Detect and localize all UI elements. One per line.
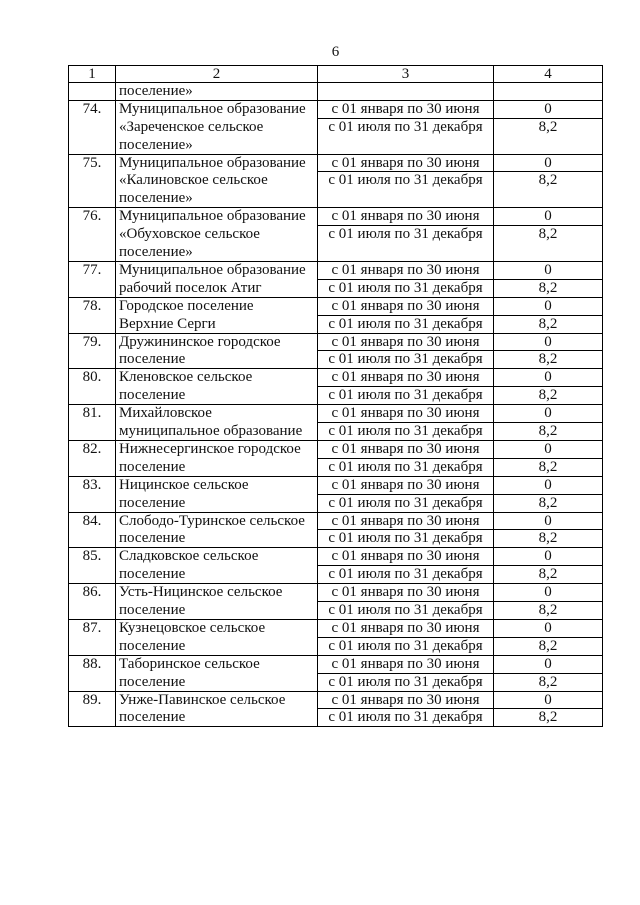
municipality-name [116, 441, 318, 476]
table-row [69, 405, 603, 441]
rate-value-first-half: 0 [494, 513, 602, 531]
rate-value-cell [494, 692, 603, 727]
period-cell [318, 101, 494, 154]
municipality-name [116, 369, 318, 404]
row-number: 80. [69, 369, 116, 404]
municipality-name-line: Сладковское сельское [119, 548, 259, 565]
period-second-half: с 01 июля по 31 декабря [328, 602, 483, 619]
municipality-name [116, 513, 318, 548]
rate-value-first-half: 0 [494, 656, 602, 674]
municipality-name-line: поселение [119, 530, 186, 547]
row-number: 76. [69, 208, 116, 261]
rate-value-cell [494, 584, 603, 619]
municipality-name [116, 692, 318, 727]
table-row [69, 155, 603, 209]
period-first-half: с 01 января по 30 июня [318, 262, 493, 280]
table-row [69, 208, 603, 262]
period-second-half: с 01 июля по 31 декабря [328, 494, 483, 511]
period-first-half: с 01 января по 30 июня [318, 208, 493, 226]
municipality-name-line: Дружининское городское [119, 333, 281, 350]
period-cell [318, 513, 494, 548]
period-cell [318, 369, 494, 404]
period-cell [318, 83, 494, 100]
rate-value-cell [494, 101, 603, 154]
rate-value-first-half: 0 [494, 477, 602, 495]
period-second-half: с 01 июля по 31 декабря [328, 673, 483, 690]
rate-value-first-half: 0 [494, 548, 602, 566]
rate-value-cell [494, 620, 603, 655]
table-row [69, 334, 603, 370]
rate-value-first-half: 0 [494, 441, 602, 459]
municipality-name-line: поселение» [119, 190, 193, 207]
rate-value-first-half: 0 [494, 208, 602, 226]
rate-value-second-half: 8,2 [538, 602, 558, 619]
rate-value-first-half: 0 [494, 155, 602, 173]
period-first-half: с 01 января по 30 июня [318, 369, 493, 387]
rate-value-second-half: 8,2 [538, 351, 558, 368]
rate-value-first-half: 0 [494, 101, 602, 119]
table-row [69, 656, 603, 692]
period-first-half: с 01 января по 30 июня [318, 656, 493, 674]
period-second-half: с 01 июля по 31 декабря [328, 172, 483, 189]
period-cell [318, 441, 494, 476]
period-cell [318, 548, 494, 583]
municipality-name-line: поселение [119, 602, 186, 619]
municipality-name-line: Муниципальное образование [119, 100, 306, 117]
municipality-name-line: поселение [119, 709, 186, 726]
period-first-half: с 01 января по 30 июня [318, 477, 493, 495]
rate-value-cell [494, 262, 603, 297]
period-first-half: с 01 января по 30 июня [318, 692, 493, 710]
municipality-name-line: поселение [119, 566, 186, 583]
table-row [69, 584, 603, 620]
rate-value-second-half: 8,2 [538, 566, 558, 583]
municipality-name-line: Муниципальное образование [119, 154, 306, 171]
rate-value-first-half: 0 [494, 692, 602, 710]
rate-value-cell [494, 208, 603, 261]
period-cell [318, 262, 494, 297]
table-row [69, 298, 603, 334]
header-cell-name: 2 [116, 66, 318, 82]
municipality-name [116, 620, 318, 655]
rate-value-cell [494, 548, 603, 583]
row-number: 85. [69, 548, 116, 583]
row-number: 89. [69, 692, 116, 727]
rate-value-second-half: 8,2 [538, 226, 558, 243]
row-number: 77. [69, 262, 116, 297]
period-first-half: с 01 января по 30 июня [318, 548, 493, 566]
rate-value-second-half: 8,2 [538, 637, 558, 654]
municipality-name [116, 477, 318, 512]
period-second-half: с 01 июля по 31 декабря [328, 351, 483, 368]
municipality-name [116, 584, 318, 619]
period-second-half: с 01 июля по 31 декабря [328, 458, 483, 475]
rate-value-second-half: 8,2 [538, 458, 558, 475]
rate-value-second-half: 8,2 [538, 494, 558, 511]
rate-value-second-half: 8,2 [538, 673, 558, 690]
municipality-name-line: Унже-Павинское сельское [119, 691, 286, 708]
page-number: 6 [331, 44, 340, 60]
municipality-name-line: муниципальное образование [119, 423, 303, 440]
municipality-name [116, 101, 318, 154]
table-row [69, 548, 603, 584]
period-second-half: с 01 июля по 31 декабря [328, 637, 483, 654]
rate-value-second-half: 8,2 [538, 279, 558, 296]
period-cell [318, 405, 494, 440]
table-row [69, 620, 603, 656]
table-row [69, 513, 603, 549]
rate-value-second-half: 8,2 [538, 172, 558, 189]
municipality-name-line: Верхние Серги [119, 315, 216, 332]
municipality-name-line: Городское поселение [119, 297, 254, 314]
rate-value-first-half: 0 [494, 298, 602, 316]
municipality-name-line: Михайловское [119, 405, 212, 422]
row-number: 75. [69, 155, 116, 208]
municipality-name-line: «Обуховское сельское [119, 226, 260, 243]
row-number: 84. [69, 513, 116, 548]
table-row [69, 101, 603, 155]
period-cell [318, 656, 494, 691]
header-cell-value: 4 [494, 66, 603, 82]
municipality-name-line: «Калиновское сельское [119, 172, 268, 189]
row-number [69, 83, 116, 100]
municipality-name [116, 656, 318, 691]
municipality-name-line: Кузнецовское сельское [119, 619, 266, 636]
rate-value-first-half: 0 [494, 262, 602, 280]
table-row [69, 477, 603, 513]
municipality-name-line: поселение» [119, 136, 193, 153]
period-cell [318, 477, 494, 512]
row-number: 74. [69, 101, 116, 154]
municipality-name-line: поселение [119, 351, 186, 368]
municipality-name-line: Усть-Ницинское сельское [119, 584, 283, 601]
municipality-name-line: Ницинское сельское [119, 476, 249, 493]
header-cell-number: 1 [69, 66, 116, 82]
municipality-name [116, 83, 318, 100]
period-second-half: с 01 июля по 31 декабря [328, 279, 483, 296]
rate-value-cell [494, 513, 603, 548]
row-number: 86. [69, 584, 116, 619]
period-first-half: с 01 января по 30 июня [318, 441, 493, 459]
municipality-name [116, 262, 318, 297]
period-first-half: с 01 января по 30 июня [318, 155, 493, 173]
municipality-name-line: Таборинское сельское [119, 655, 260, 672]
municipality-name [116, 298, 318, 333]
rate-value-second-half: 8,2 [538, 709, 558, 726]
municipality-name-line: поселение» [119, 244, 193, 261]
municipality-name [116, 155, 318, 208]
rate-value-first-half: 0 [494, 334, 602, 352]
period-second-half: с 01 июля по 31 декабря [328, 315, 483, 332]
municipality-name [116, 208, 318, 261]
rate-value-cell [494, 405, 603, 440]
municipality-name-line: поселение [119, 494, 186, 511]
period-first-half: с 01 января по 30 июня [318, 620, 493, 638]
municipality-name [116, 405, 318, 440]
municipality-name-line: Муниципальное образование [119, 261, 306, 278]
municipality-name-line: поселение [119, 458, 186, 475]
period-cell [318, 298, 494, 333]
table-row [69, 262, 603, 298]
rate-value-cell [494, 477, 603, 512]
period-second-half: с 01 июля по 31 декабря [328, 118, 483, 135]
period-cell [318, 692, 494, 727]
rate-value-second-half: 8,2 [538, 315, 558, 332]
period-cell [318, 584, 494, 619]
period-second-half: с 01 июля по 31 декабря [328, 566, 483, 583]
rate-value-second-half: 8,2 [538, 530, 558, 547]
row-number: 88. [69, 656, 116, 691]
municipality-name-line: поселение [119, 673, 186, 690]
municipality-name-line: поселение [119, 387, 186, 404]
municipality-name-line: Муниципальное образование [119, 208, 306, 225]
period-second-half: с 01 июля по 31 декабря [328, 226, 483, 243]
period-first-half: с 01 января по 30 июня [318, 101, 493, 119]
rate-value-first-half: 0 [494, 584, 602, 602]
rate-value-second-half: 8,2 [538, 118, 558, 135]
row-number: 81. [69, 405, 116, 440]
municipality-name-line: Слободо-Туринское сельское [119, 512, 305, 529]
rate-value-first-half: 0 [494, 369, 602, 387]
rate-value-first-half: 0 [494, 405, 602, 423]
period-first-half: с 01 января по 30 июня [318, 334, 493, 352]
period-first-half: с 01 января по 30 июня [318, 584, 493, 602]
period-cell [318, 334, 494, 369]
municipality-name-line: поселение» [119, 83, 193, 99]
period-first-half: с 01 января по 30 июня [318, 405, 493, 423]
table-row [69, 369, 603, 405]
period-first-half: с 01 января по 30 июня [318, 513, 493, 531]
period-second-half: с 01 июля по 31 декабря [328, 709, 483, 726]
table-row [69, 441, 603, 477]
municipality-name [116, 334, 318, 369]
row-number: 87. [69, 620, 116, 655]
municipality-name [116, 548, 318, 583]
municipality-name-line: поселение [119, 637, 186, 654]
rate-value-cell [494, 83, 603, 100]
row-number: 79. [69, 334, 116, 369]
rate-value-cell [494, 298, 603, 333]
rates-table [68, 65, 603, 727]
period-cell [318, 208, 494, 261]
period-cell [318, 155, 494, 208]
row-number: 82. [69, 441, 116, 476]
rate-value-cell [494, 369, 603, 404]
table-row-continuation [69, 83, 603, 101]
period-second-half: с 01 июля по 31 декабря [328, 387, 483, 404]
period-cell [318, 620, 494, 655]
municipality-name-line: Кленовское сельское [119, 369, 253, 386]
period-second-half: с 01 июля по 31 декабря [328, 423, 483, 440]
table-header-row [69, 66, 603, 83]
header-cell-period: 3 [318, 66, 494, 82]
rate-value-cell [494, 155, 603, 208]
municipality-name-line: Нижнесергинское городское [119, 440, 301, 457]
rate-value-cell [494, 334, 603, 369]
table-row [69, 692, 603, 728]
rate-value-cell [494, 441, 603, 476]
row-number: 78. [69, 298, 116, 333]
rate-value-second-half: 8,2 [538, 423, 558, 440]
row-number: 83. [69, 477, 116, 512]
period-first-half: с 01 января по 30 июня [318, 298, 493, 316]
municipality-name-line: рабочий поселок Атиг [119, 279, 262, 296]
period-second-half: с 01 июля по 31 декабря [328, 530, 483, 547]
rate-value-second-half: 8,2 [538, 387, 558, 404]
rate-value-cell [494, 656, 603, 691]
municipality-name-line: «Зареченское сельское [119, 118, 264, 135]
rate-value-first-half: 0 [494, 620, 602, 638]
